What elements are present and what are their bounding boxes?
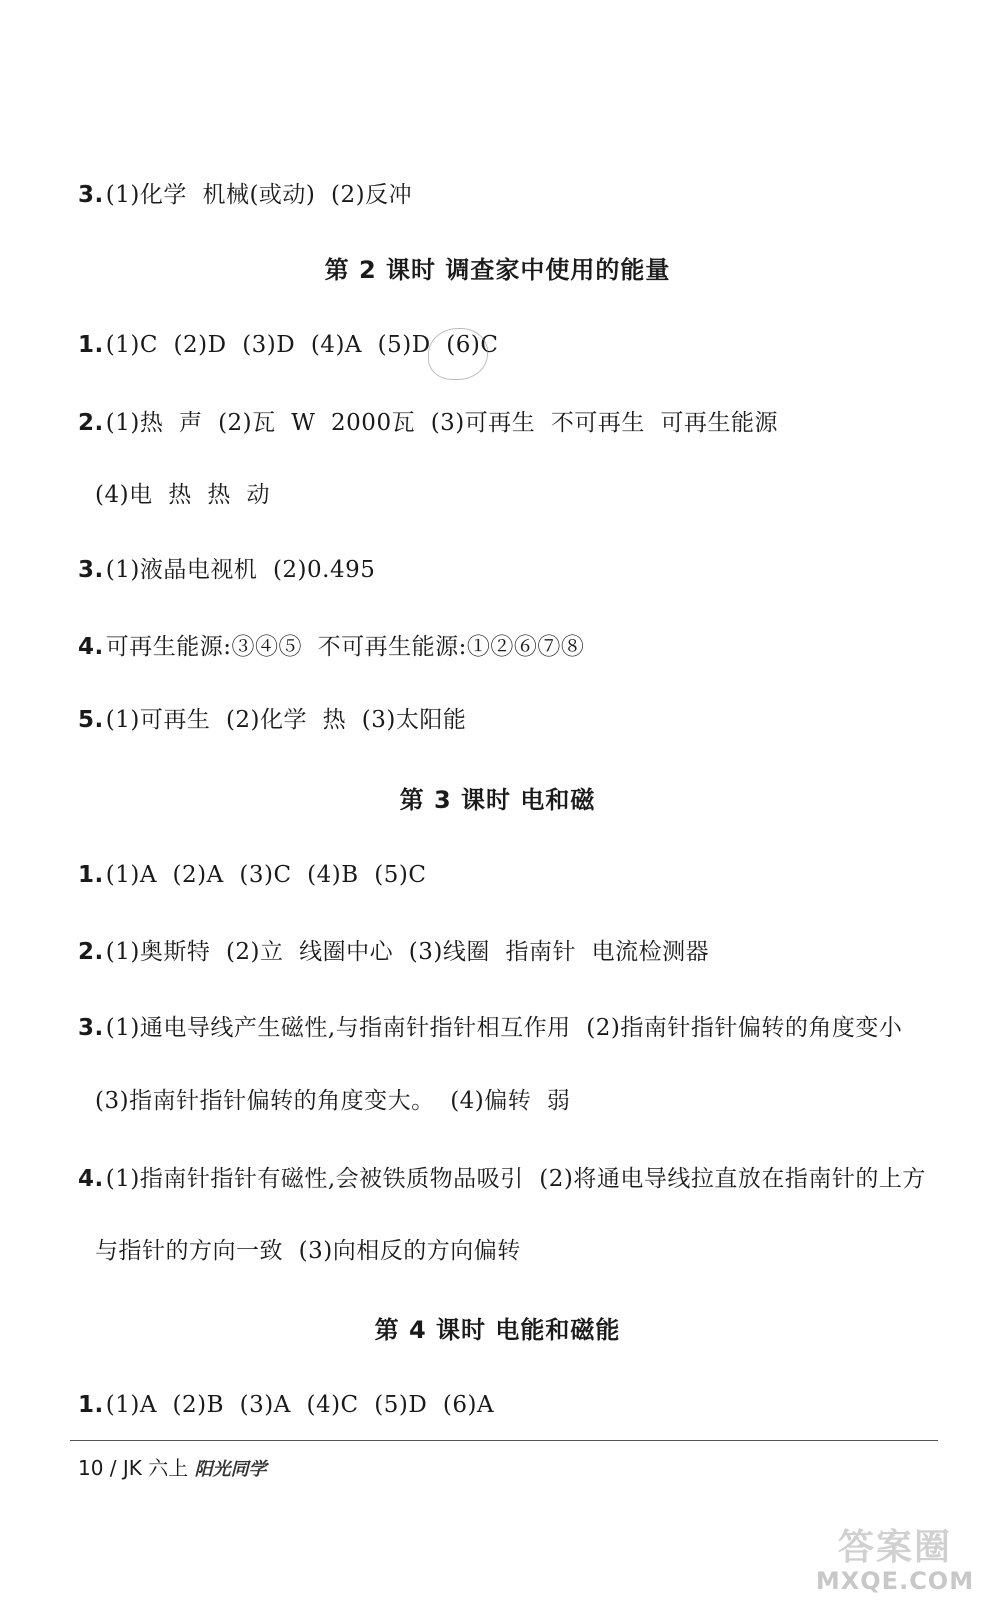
answer-text: (1)A (2)B (3)A (4)C (5)D (6)A	[105, 1392, 495, 1418]
answer-text: (1)化学 机械(或动) (2)反冲	[105, 182, 413, 208]
answer-line	[78, 180, 412, 210]
answer-text: (1)可再生 (2)化学 热 (3)太阳能	[105, 707, 467, 733]
brand-logo: 阳光同学	[194, 1459, 267, 1480]
answer-line-continued	[95, 480, 270, 510]
answer-line	[78, 632, 584, 662]
section-heading-lesson-4: 第 4 课时 电能和磁能	[374, 1316, 621, 1344]
question-number: 2.	[78, 939, 104, 965]
answer-line	[78, 1164, 926, 1194]
question-number: 1.	[78, 1392, 104, 1418]
answer-line	[78, 1390, 494, 1420]
answer-line-continued	[95, 1236, 521, 1266]
question-number: 3.	[78, 182, 104, 208]
answer-text: (3)指南针指针偏转的角度变大。 (4)偏转 弱	[95, 1088, 571, 1114]
answer-text: (1)指南针指针有磁性,会被铁质物品吸引 (2)将通电导线拉直放在指南针的上方	[105, 1166, 926, 1192]
section-heading-lesson-2: 第 2 课时 调查家中使用的能量	[324, 256, 671, 284]
question-number: 4.	[78, 634, 104, 660]
answer-line	[78, 860, 426, 890]
answer-line	[78, 408, 778, 438]
answer-text: 可再生能源:③④⑤ 不可再生能源:①②⑥⑦⑧	[105, 634, 585, 660]
answer-line	[78, 1013, 902, 1043]
question-number: 4.	[78, 1166, 104, 1192]
question-number: 1.	[78, 332, 104, 358]
answer-line	[78, 555, 375, 585]
page-number: 10 / JK 六上	[78, 1456, 189, 1480]
answer-text: (1)热 声 (2)瓦 W 2000瓦 (3)可再生 不可再生 可再生能源	[105, 410, 779, 436]
answer-line	[78, 705, 466, 735]
answer-line-continued	[95, 1086, 570, 1116]
answer-text: (1)通电导线产生磁性,与指南针指针相互作用 (2)指南针指针偏转的角度变小	[105, 1015, 903, 1041]
watermark-url: MXQE.COM	[815, 1567, 975, 1595]
question-number: 3.	[78, 557, 104, 583]
question-number: 5.	[78, 707, 104, 733]
footer-divider	[70, 1440, 938, 1441]
watermark	[805, 1528, 985, 1598]
answer-text: (4)电 热 热 动	[95, 482, 270, 508]
watermark-title: 答案圈	[837, 1527, 952, 1568]
answer-text: (1)液晶电视机 (2)0.495	[105, 557, 376, 583]
question-number: 3.	[78, 1015, 104, 1041]
section-heading-lesson-3: 第 3 课时 电和磁	[399, 786, 596, 814]
stamp-icon	[428, 328, 488, 380]
answer-text: 与指针的方向一致 (3)向相反的方向偏转	[95, 1238, 521, 1264]
answer-text: (1)A (2)A (3)C (4)B (5)C	[105, 862, 427, 888]
answer-text: (1)C (2)D (3)D (4)A (5)D (6)C	[105, 332, 499, 358]
page-footer	[78, 1452, 267, 1481]
question-number: 2.	[78, 410, 104, 436]
answer-text: (1)奥斯特 (2)立 线圈中心 (3)线圈 指南针 电流检测器	[105, 939, 710, 965]
question-number: 1.	[78, 862, 104, 888]
answer-line	[78, 937, 709, 967]
